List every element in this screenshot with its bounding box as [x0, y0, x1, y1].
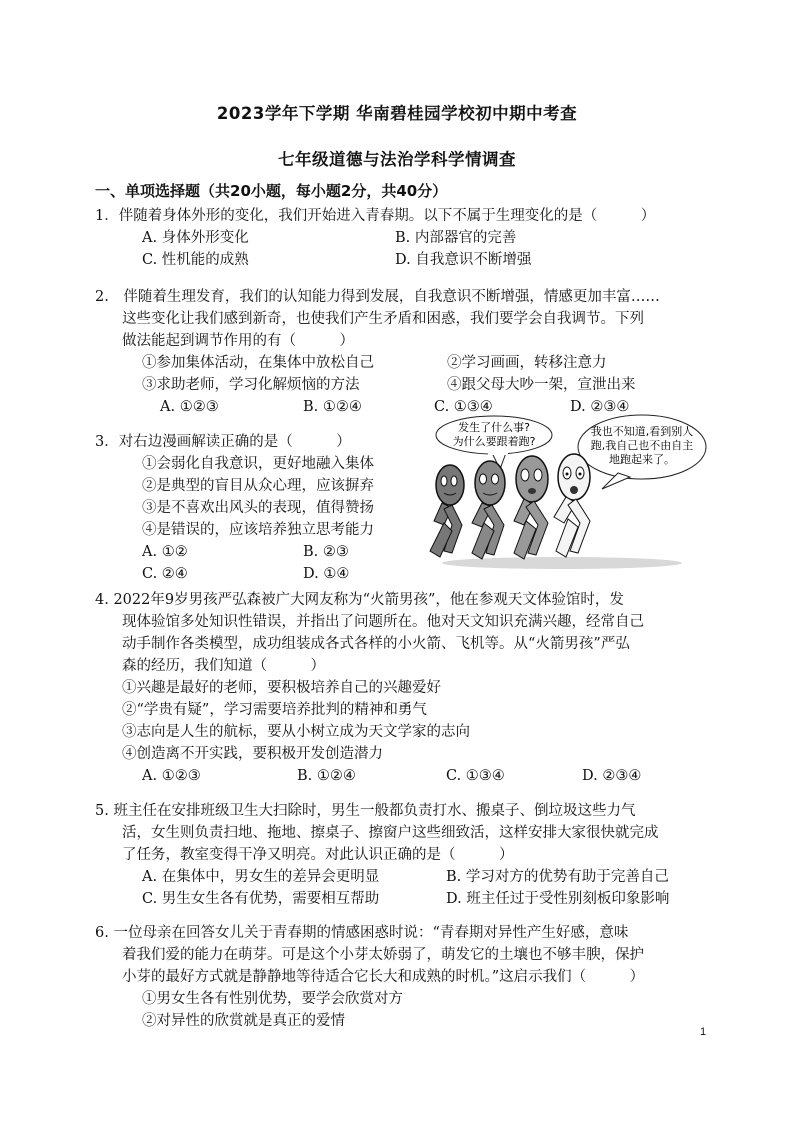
bubble1-line2: 为什么要跟着跑?: [452, 435, 536, 448]
q4-stem-line4: 森的经历，我们知道（ ）: [122, 658, 325, 674]
q2-statement-1: ①参加集体活动，在集体中放松自己: [142, 355, 374, 371]
q3-option-a: A. ①②: [142, 544, 188, 560]
q2-stem-line1: 2. 伴随着生理发育，我们的认知能力得到发展，自我意识不断增强，情感更加丰富……: [95, 289, 660, 305]
page-number: 1: [700, 1026, 707, 1038]
cartoon-following-crowd: [422, 413, 712, 573]
q4-stem-line1: 4. 2022年9岁男孩严弘森被广大网友称为“火箭男孩”，他在参观天文体验馆时，发: [95, 592, 624, 608]
q2-statement-3: ③求助老师，学习化解烦恼的方法: [142, 377, 360, 393]
runner-figure-2: [472, 461, 505, 559]
bubble2-line2: 跑,我自己也不由自主: [590, 439, 694, 452]
q1-option-b: B. 内部器官的完善: [395, 230, 517, 246]
q5-stem-line3: 了任务，教室变得干净又明亮。对此认识正确的是（ ）: [122, 847, 514, 863]
q4-option-d: D. ②③④: [582, 768, 642, 784]
q5-stem-line1: 5. 班主任在安排班级卫生大扫除时，男生一般都负责打水、搬桌子、倒垃圾这些力气: [95, 803, 636, 819]
q3-option-c: C. ②④: [142, 566, 188, 582]
q4-option-b: B. ①②④: [297, 768, 356, 784]
bubble2-line3: 地跑起来了。: [609, 453, 675, 466]
q2-option-b: B. ①②④: [303, 399, 362, 415]
q4-statement-3: ③志向是人生的航标，要从小树立成为天文学家的志向: [122, 724, 470, 740]
q3-statement-4: ④是错误的，应该培养独立思考能力: [142, 522, 374, 538]
q5-option-a: A. 在集体中，男女生的差异会更明显: [142, 869, 380, 885]
q5-option-b: B. 学习对方的优势有助于完善自己: [446, 869, 669, 885]
section-heading: 一、单项选择题（共20小题，每小题2分，共40分）: [95, 182, 448, 200]
q3-statement-1: ①会弱化自我意识，更好地融入集体: [142, 456, 374, 472]
q4-stem-line2: 现体验馆多处知识性错误，并指出了问题所在。他对天文知识充满兴趣，经常自己: [122, 614, 644, 630]
q1-option-a: A. 身体外形变化: [142, 230, 249, 246]
q3-statement-3: ③是不喜欢出风头的表现，值得赞扬: [142, 500, 374, 516]
q5-option-c: C. 男生女生各有优势，需要相互帮助: [142, 891, 380, 907]
q6-stem-line2: 着我们爱的能力在萌芽。可是这个小芽太娇弱了，萌发它的土壤也不够丰腴，保护: [122, 947, 644, 963]
q4-statement-1: ①兴趣是最好的老师，要积极培养自己的兴趣爱好: [122, 680, 441, 696]
runner-figure-1: [430, 465, 464, 557]
q3-option-b: B. ②③: [303, 544, 349, 560]
q4-stem-line3: 动手制作各类模型，成功组装成各式各样的小火箭、飞机等。从“火箭男孩”严弘: [122, 636, 630, 652]
runner-figure-4: [554, 454, 590, 557]
q2-statement-2: ②学习画画，转移注意力: [447, 355, 607, 371]
bubble2-line1: 我也不知道,看到别人: [590, 425, 694, 438]
exam-subtitle: 七年级道德与法治学科学情调查: [278, 150, 516, 169]
runner-figure-3: [514, 456, 548, 559]
q4-statement-4: ④创造离不开实践，要积极开发创造潜力: [122, 746, 383, 762]
q5-option-d: D. 班主任过于受性别刻板印象影响: [446, 891, 670, 907]
q6-stem-line3: 小芽的最好方式就是静静地等待适合它长大和成熟的时机。”这启示我们（ ）: [122, 969, 645, 985]
q2-option-c: C. ①③④: [434, 399, 493, 415]
bubble1-line1: 发生了什么事?: [458, 421, 530, 434]
q3-statement-2: ②是典型的盲目从众心理，应该摒弃: [142, 478, 374, 494]
q5-stem-line2: 活，女生则负责扫地、拖地、擦桌子、擦窗户这些细致活，这样安排大家很快就完成: [122, 825, 659, 841]
q2-statement-4: ④跟父母大吵一架，宣泄出来: [447, 377, 636, 393]
speech-bubble-2: [578, 415, 706, 489]
q3-option-d: D. ①④: [303, 566, 350, 582]
q6-statement-2: ②对异性的欣赏就是真正的爱情: [142, 1013, 345, 1029]
q6-statement-1: ①男女生各有性别优势，要学会欣赏对方: [142, 991, 403, 1007]
q4-statement-2: ②“学贵有疑”，学习需要培养批判的精神和勇气: [122, 702, 427, 718]
q2-option-a: A. ①②③: [160, 399, 219, 415]
exam-title: 2023学年下学期 华南碧桂园学校初中期中考查: [216, 104, 578, 123]
q4-option-a: A. ①②③: [142, 768, 201, 784]
q2-stem-line3: 做法能起到调节作用的有（ ）: [122, 333, 354, 349]
q2-option-d: D. ②③④: [570, 399, 630, 415]
q3-stem: 3．对右边漫画解读正确的是（ ）: [95, 434, 351, 450]
q4-option-c: C. ①③④: [446, 768, 505, 784]
q2-stem-line2: 这些变化让我们感到新奇，也使我们产生矛盾和困惑，我们要学会自我调节。下列: [122, 311, 644, 327]
q1-option-d: D. 自我意识不断增强: [395, 252, 532, 268]
q1-stem: 1．伴随着身体外形的变化，我们开始进入青春期。以下不属于生理变化的是（ ）: [95, 208, 656, 224]
q1-option-c: C. 性机能的成熟: [142, 252, 249, 268]
q6-stem-line1: 6. 一位母亲在回答女儿关于青春期的情感困惑时说：“青春期对异性产生好感，意味: [95, 925, 629, 941]
